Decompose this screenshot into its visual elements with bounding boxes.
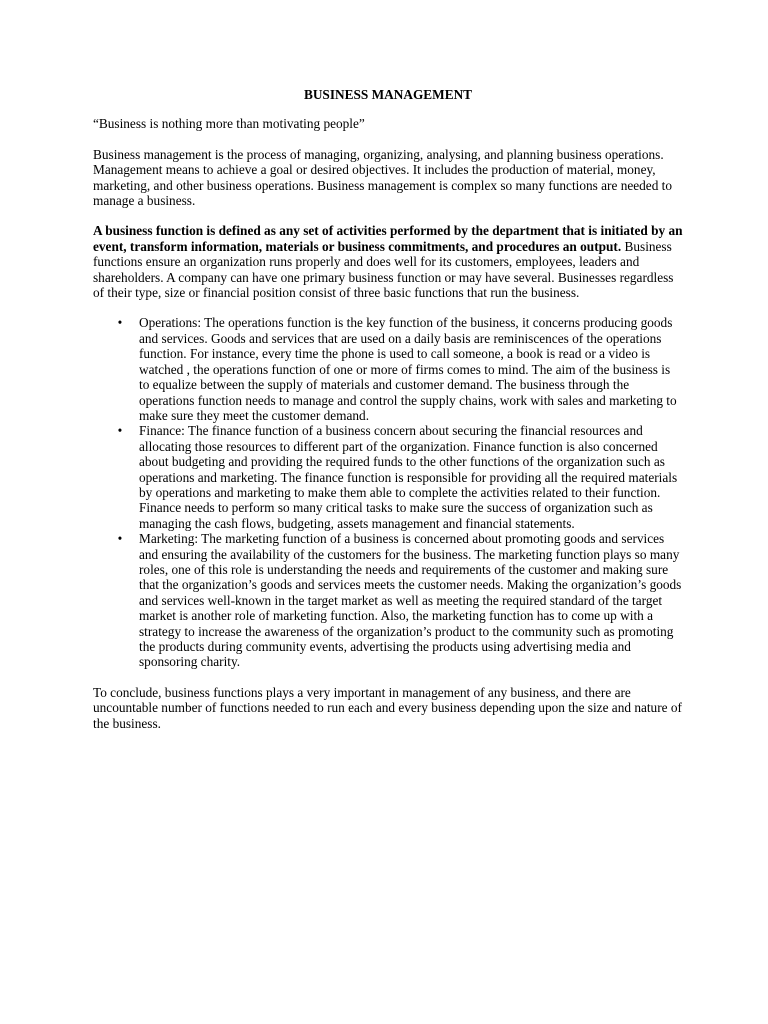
definition-paragraph: [93, 223, 683, 300]
list-item-text: Marketing: The marketing function of a business is concerned about promoting goods and services and ensuring the availability of the customers for the business. The marketing function plays so many roles, one of this role is understanding the needs and requirements of the customer and making sure that the organization’s goods and services meets the customer needs. Making the organization’s goods and services well-known in the target market as well as meeting the required standard of the target market is another role of marketing function. Also, the marketing function has to come up with a strategy to increase the awareness of the organization’s product to the community such as promoting the products during community events, advertising the products using advertising media and sponsoring charity.: [139, 531, 682, 670]
business-functions-list: [93, 315, 683, 669]
document-body: [93, 87, 683, 746]
conclusion-paragraph: To conclude, business functions plays a very important in management of any business, and there are uncountable number of functions needed to run each and every business depending upon the size and nature of the business.: [93, 684, 682, 731]
list-item-finance: [93, 423, 683, 531]
opening-quote: “Business is nothing more than motivating people”: [93, 116, 365, 132]
bullet-icon: •: [117, 315, 123, 331]
list-item-text: Finance: The finance function of a business concern about securing the financial resources and allocating those resources to different part of the organization. Finance function is also concerned about budgeting and providing the required funds to the other functions of the organization such as operations and marketing. The finance function is responsible for providing all the required materials by operations and marketing to make them able to complete the activities related to their function. Finance needs to perform so many critical tasks to make sure the success of organization such as managing the cash flows, budgeting, assets management and financial statements.: [139, 423, 678, 531]
bullet-icon: •: [117, 531, 123, 547]
list-item-text: Operations: The operations function is the key function of the business, it concerns producing goods and services. Goods and services that are used on a daily basis are reminiscences of the operations function. For instance, every time the phone is used to call someone, a book is read or a video is watched , the operations function of one or more of firms comes to mind. The aim of the business is to equalize between the supply of materials and customer demand. The business through the operations function needs to manage and control the supply chains, work with sales and marketing to make sure they meet the customer demand.: [139, 315, 677, 423]
document-title: BUSINESS MANAGEMENT: [303, 87, 473, 102]
bullet-icon: •: [117, 423, 123, 439]
list-item-marketing: [93, 531, 683, 670]
definition-bold-text: A business function is defined as any set of activities performed by the department that is initiated by an event, transform information, materials or business commitments, and procedures an output.: [93, 223, 683, 254]
intro-paragraph: Business management is the process of managing, organizing, analysing, and planning business operations. Management means to achieve a goal or desired objectives. It includes the production of material, money, marketing, and other business operations. Business management is complex so many functions are needed to manage a business.: [93, 146, 673, 209]
definition-text: Business functions ensure an organization runs properly and does well for its customers, employees, leaders and shareholders. A company can have one primary business function or may have several. Businesses regardless of their type, size or financial position consist of three basic functions that run the business.: [93, 238, 674, 301]
list-item-operations: [93, 315, 683, 423]
